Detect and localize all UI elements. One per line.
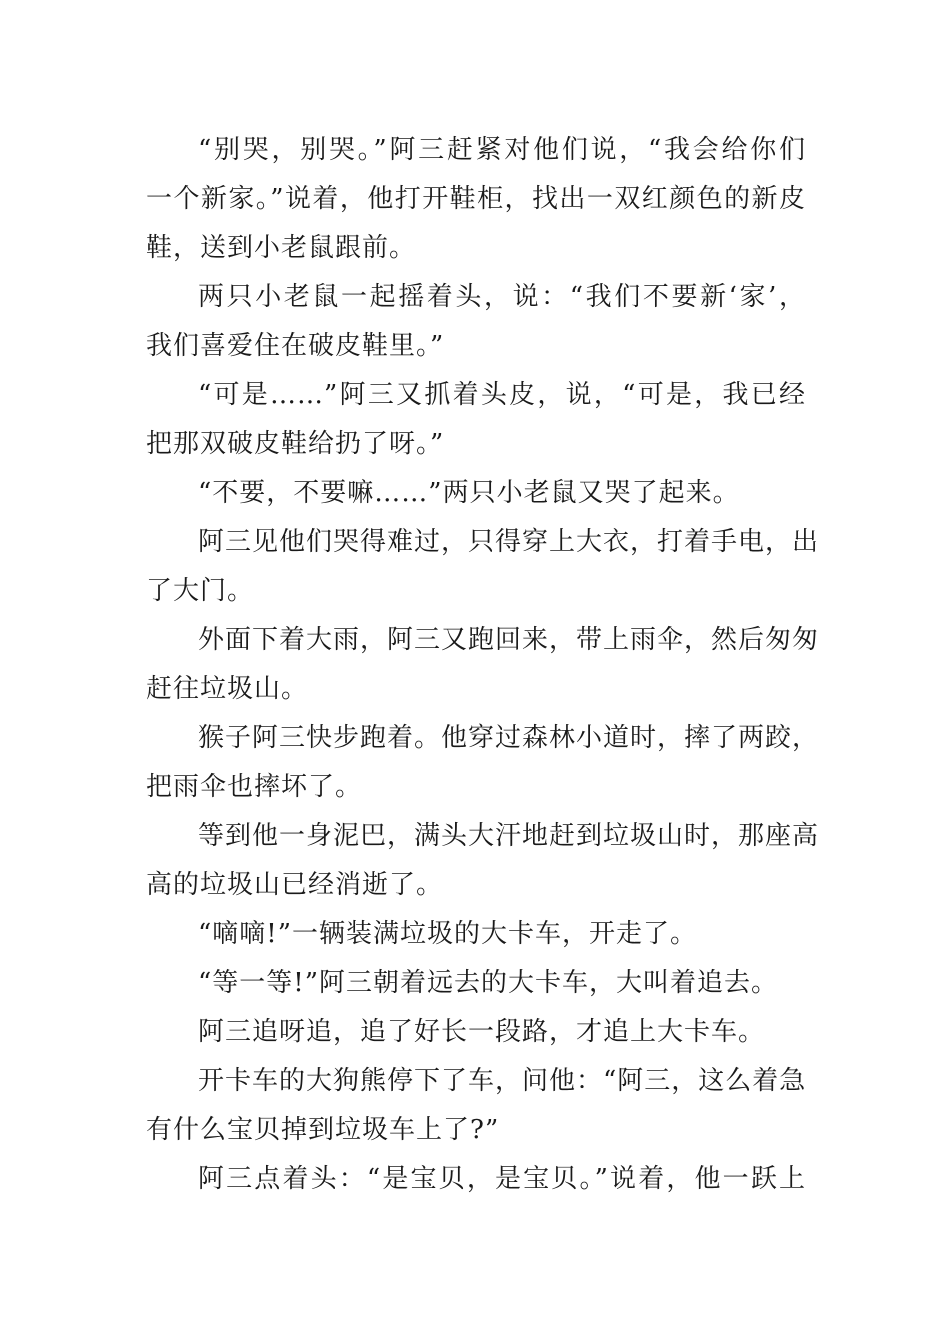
paragraph-8 xyxy=(146,812,820,910)
paragraph-2 xyxy=(146,273,806,371)
paragraph-line: “等一等!”阿三朝着远去的大卡车，大叫着追去。 xyxy=(198,968,779,998)
paragraph-line: “嘀嘀!”一辆装满垃圾的大卡车，开走了。 xyxy=(198,919,698,949)
paragraph-line: “可是……”阿三又抓着头皮，说，“可是，我已经 xyxy=(198,380,806,410)
paragraph-13 xyxy=(146,1155,806,1204)
paragraph-4 xyxy=(146,469,806,518)
paragraph-1 xyxy=(146,126,806,273)
paragraph-line: 阿三追呀追，追了好长一段路，才追上大卡车。 xyxy=(198,1017,766,1047)
paragraph-7 xyxy=(146,714,820,812)
paragraph-3 xyxy=(146,371,806,469)
paragraph-line: 一个新家。”说着，他打开鞋柜，找出一双红颜色的新皮 xyxy=(146,184,806,214)
paragraph-line: 有什么宝贝掉到垃圾车上了?” xyxy=(146,1115,500,1145)
paragraph-line: 赶往垃圾山。 xyxy=(146,674,309,704)
paragraph-5 xyxy=(146,518,820,616)
paragraph-6 xyxy=(146,616,820,714)
paragraph-line: 开卡车的大狗熊停下了车，问他：“阿三，这么着急 xyxy=(198,1066,807,1096)
paragraph-line: 了大门。 xyxy=(146,576,255,606)
paragraph-line: 我们喜爱住在破皮鞋里。” xyxy=(146,331,445,361)
paragraph-line: 阿三点着头：“是宝贝，是宝贝。”说着，他一跃上 xyxy=(198,1164,806,1194)
paragraph-line: 外面下着大雨，阿三又跑回来，带上雨伞，然后匆匆 xyxy=(198,625,820,655)
paragraph-line: “别哭，别哭。”阿三赶紧对他们说，“我会给你们 xyxy=(198,135,806,165)
paragraph-line: 鞋，送到小老鼠跟前。 xyxy=(146,233,417,263)
paragraph-10 xyxy=(146,959,806,1008)
paragraph-line: 阿三见他们哭得难过，只得穿上大衣，打着手电，出 xyxy=(198,527,820,557)
paragraph-line: 两只小老鼠一起摇着头，说：“我们不要新‘家’， xyxy=(198,282,806,312)
paragraph-line: 把那双破皮鞋给扔了呀。” xyxy=(146,429,445,459)
paragraph-12 xyxy=(146,1057,806,1155)
paragraph-line: 把雨伞也摔坏了。 xyxy=(146,772,363,802)
story-text xyxy=(146,126,820,1204)
paragraph-9 xyxy=(146,910,806,959)
paragraph-line: 高的垃圾山已经消逝了。 xyxy=(146,870,444,900)
paragraph-11 xyxy=(146,1008,806,1057)
paragraph-line: “不要，不要嘛……”两只小老鼠又哭了起来。 xyxy=(198,478,740,508)
paragraph-line: 猴子阿三快步跑着。他穿过森林小道时，摔了两跤， xyxy=(198,723,820,753)
paragraph-line: 等到他一身泥巴，满头大汗地赶到垃圾山时，那座高 xyxy=(198,821,820,851)
